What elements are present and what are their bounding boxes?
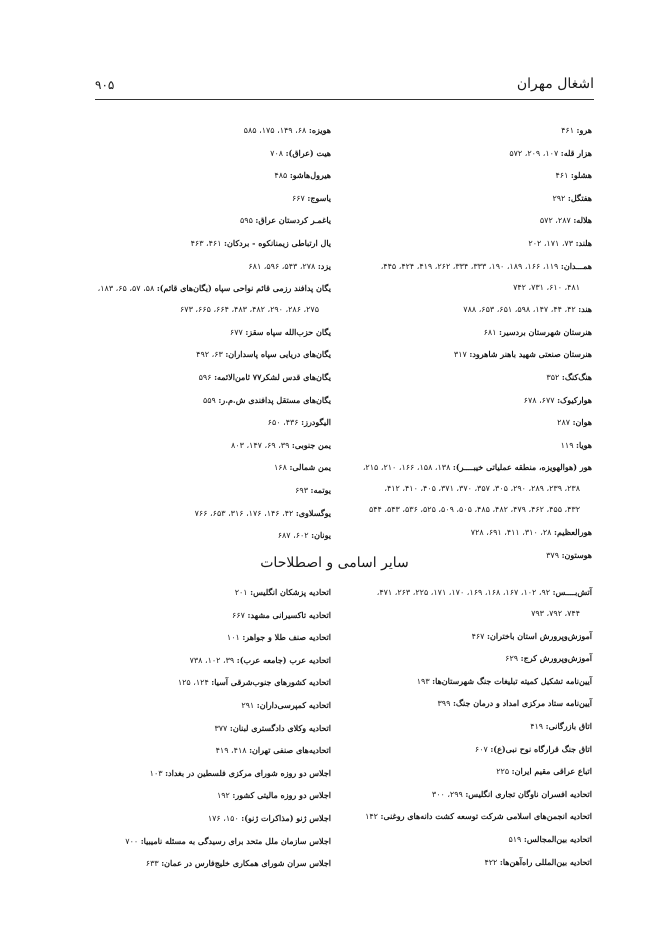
index-entry (101, 587, 331, 598)
index-pages: ۲۲۵ (496, 767, 510, 777)
index-term: هشلو: (570, 170, 592, 181)
index-term: هویزه: (308, 125, 331, 135)
index-pages: ۲۸۷، ۵۷۲ (539, 216, 571, 226)
index-entry (101, 238, 331, 249)
index-entry (101, 462, 331, 473)
index-entry (101, 723, 331, 734)
index-pages: ۷۰۸ (270, 148, 284, 158)
index-term: هند: (578, 304, 592, 315)
index-pages: ۶۹۳ (295, 485, 308, 495)
index-pages: ۱۲۴، ۱۲۵ (177, 678, 209, 688)
index-term: هنرستان صنعتی شهید باهنر شاهرود: (469, 349, 592, 360)
header-rule (95, 99, 594, 100)
index-pages: ۶۸۱ (483, 327, 497, 337)
index-term: اتحادیه پزشکان انگلیس: (250, 587, 331, 597)
index-pages-continued: ۲۳۸، ۲۳۹، ۲۸۹، ۲۹۰، ۳۰۵، ۳۵۷، ۳۷۰، ۳۷۱، ۴۰۵، ۴۱۰، ۴۱۲، (384, 484, 580, 494)
index-entry (101, 677, 331, 688)
index-pages: ۳۱۷ (453, 350, 467, 360)
page-number: ۹۰۵ (95, 78, 115, 92)
index-term: یوتمه: (310, 484, 331, 495)
index-term: یگان حزب‌الله سپاه سقز: (245, 326, 331, 337)
index-pages: ۱۴۲ (365, 812, 378, 822)
index-pages: ۱۹۳ (416, 676, 430, 686)
index-term: هوارکیوک: (557, 394, 592, 405)
index-term: اتاق بازرگانی: (545, 720, 592, 731)
index-entry (101, 813, 331, 824)
index-entry (101, 530, 331, 541)
index-pages: ۳۹، ۶۹، ۱۴۷، ۸۰۳ (231, 440, 290, 450)
index-column-left (97, 125, 331, 541)
index-pages: ۵۱۹ (508, 834, 522, 844)
index-pages: ۳۹۹ (437, 699, 451, 709)
index-entry (97, 283, 331, 315)
index-entry (101, 632, 331, 643)
index-pages: ۶۳۳ (145, 859, 159, 869)
index-term: یمن شمالی: (289, 462, 331, 473)
index-term: اجلاس سران شورای همکاری خلیج‌فارس در عمان: (161, 858, 331, 869)
index-pages: ۴۶۱ (561, 126, 574, 135)
index-pages: ۲۷۸، ۵۴۳، ۵۹۶، ۶۸۱ (248, 261, 316, 271)
index-pages-continued: ۴۸۱، ۶۱۰، ۷۳۱، ۷۴۲ (513, 282, 580, 292)
index-pages: ۱۹۲ (216, 791, 230, 801)
index-entry (101, 261, 331, 272)
index-term: اتحادیه انجمن‌های اسلامی شرکت توسعه کشت دانه‌های روغنی: (380, 811, 592, 822)
index-entry (101, 858, 331, 869)
index-term: اتحادیه کشورهای جنوب‌شرقی آسیا: (211, 677, 331, 688)
index-pages: ۶۶۷ (232, 610, 245, 620)
index-term: هوستون: (561, 549, 592, 560)
index-term: هلاله: (573, 215, 592, 226)
index-term: اتحادیه تاکسیرانی مشهد: (247, 609, 331, 620)
index-term: هفتگل: (567, 192, 592, 203)
index-term: آموزش‌وپرورش استان باختران: (487, 630, 592, 641)
index-entry (101, 349, 331, 360)
index-term: یگان پدافند رزمی قائم نواحی سپاه (یگان‌های قائم): (156, 283, 331, 294)
index-pages: ۲۹۱ (241, 700, 255, 710)
index-entry (101, 170, 331, 181)
index-pages: ۵۸، ۵۷، ۶۵، ۱۸۳، (97, 284, 155, 294)
index-pages-continued: ۲۷۵، ۲۸۶، ۲۹۰، ۴۸۲، ۴۸۳، ۶۶۴، ۶۶۵، ۶۷۳ (180, 305, 319, 315)
index-pages: ۶۷۷ (229, 327, 243, 337)
page-header (95, 76, 594, 96)
index-pages: ۴۳۶، ۶۵۰ (267, 418, 299, 428)
index-term: هنرستان شهرستان بردسیر: (499, 326, 592, 337)
index-term: یونان: (311, 530, 331, 541)
index-pages: ۳۵۲ (546, 372, 560, 382)
index-pages: ۱۱۹، ۱۶۶، ۱۸۹، ۱۹۰، ۳۳۳، ۳۳۴، ۲۶۲، ۴۱۹، ۴۲۴، ۴۴۵، (380, 261, 559, 271)
index-entry (101, 655, 331, 666)
index-pages: ۳۷۹ (546, 550, 560, 560)
index-term: اتاق جنگ قرارگاه نوح نبی(ع): (490, 743, 592, 754)
index-pages: ۴۱۹ (530, 721, 544, 731)
index-term: یال ارتباطی زیمنانکوه - بردکان: (224, 237, 331, 248)
index-pages: ۴۱۸، ۴۱۹ (215, 746, 247, 756)
index-pages: ۴۸۵ (274, 171, 288, 181)
index-term: اتحادیه صنف طلا و جواهر: (242, 632, 331, 643)
index-entry (101, 790, 331, 801)
index-pages: ۴۲، ۴۴، ۱۴۷، ۵۹۸، ۶۵۱، ۶۵۳، ۷۸۸ (463, 305, 576, 315)
index-term: هویا: (576, 439, 592, 450)
index-term: هور (هوالهویزه، منطقه عملیاتی خیبــــر): (452, 462, 592, 473)
index-term: اجلاس دو روزه ماليتی کشور: (232, 790, 331, 801)
index-term: هزار قله: (560, 147, 592, 158)
index-entry (101, 440, 331, 451)
index-entry (101, 372, 331, 383)
index-entry (101, 485, 331, 496)
index-term: اتحادیه بین‌المجالس: (523, 833, 592, 844)
index-entry (101, 327, 331, 338)
index-entry (101, 193, 331, 204)
index-term: یگان‌های قدس لشکر۷۷ ثامن‌الائمه: (214, 371, 331, 382)
index-term: آیین‌نامه تشکیل کمیته تبلیغات جنگ شهرستان‌ها: (432, 675, 592, 686)
index-pages: ۷۳، ۱۷۱، ۲۰۲ (528, 238, 574, 248)
index-entry (101, 395, 331, 406)
index-term: اتحادیه افسران ناوگان تجاری انگلیس: (465, 788, 592, 799)
index-pages-continued: ۷۴۴، ۷۹۲، ۷۹۳ (531, 609, 580, 618)
index-term: اتحادیه وکلای دادگستری لبنان: (229, 722, 331, 733)
index-entry (101, 745, 331, 756)
index-term: هلند: (575, 237, 592, 248)
index-term: هیت (عراق): (285, 147, 331, 158)
index-pages: ۱۰۷، ۲۰۹، ۵۷۲ (509, 148, 559, 158)
index-pages: ۶۸، ۱۴۹، ۱۷۵، ۵۸۵ (243, 126, 307, 135)
index-pages: ۲۰۱ (234, 588, 248, 597)
index-pages: ۱۰۳ (149, 768, 163, 778)
index-pages: ۲۸، ۳۱۰، ۴۱۱، ۶۹۱، ۷۲۸ (470, 527, 552, 537)
index-term: اجلاس ژنو (مذاکرات ژنو): (241, 812, 331, 823)
running-title: اشغال مهران (516, 76, 594, 92)
index-term: اجلاس سازمان ملل متحد برای رسیدگی به مسئله نامیبیا: (140, 835, 331, 846)
index-pages: ۲۹۲ (552, 193, 566, 203)
index-pages: ۴۶۱ (555, 171, 569, 181)
index-term: هورالعظیم: (554, 526, 592, 537)
index-term: اجلاس دو روزه شورای مرکزی فلسطین در بغداد: (165, 767, 331, 778)
index-pages: ۱۵۰، ۱۷۶ (207, 813, 239, 823)
index-pages: ۲۸۷ (557, 418, 571, 428)
index-term: هنگ‌کنگ: (561, 371, 592, 382)
index-pages: ۱۱۹ (560, 440, 574, 450)
index-term: هیرول‌هاشو: (289, 170, 331, 181)
index-entry (101, 768, 331, 779)
index-term: اتحادیه بین‌المللی راه‌آهن‌ها: (499, 856, 592, 867)
index-term: یاسوج: (307, 192, 331, 203)
index-pages: ۴۶۱، ۴۶۳ (190, 238, 222, 248)
index-entry (101, 417, 331, 428)
index-entry (101, 700, 331, 711)
index-pages: ۵۹۶ (198, 372, 212, 382)
index-pages: ۶۰۲، ۶۸۷ (277, 531, 309, 541)
index-pages: ۱۰۱ (226, 633, 240, 643)
index-entry (101, 610, 331, 621)
index-entry (101, 508, 331, 519)
index-pages: ۵۵۹ (202, 395, 216, 405)
index-pages: ۴۲، ۱۴۶، ۱۷۶، ۳۱۶، ۶۵۳، ۷۶۶ (194, 508, 294, 518)
index-term: یمن جنوبی: (291, 439, 331, 450)
index-term: یاغمـر کردستان عراق: (255, 215, 331, 226)
index-pages: ۶۷۷، ۶۷۸ (523, 395, 555, 405)
index-entry (101, 125, 331, 136)
index-entry (101, 215, 331, 226)
index-term: اتباع عراقی مقیم ایران: (511, 766, 592, 777)
index-term: آموزش‌وپرورش کرج: (520, 653, 592, 664)
index-term: یزد: (317, 260, 331, 271)
section-title: سایر اسامی و اصطلاحات (260, 555, 409, 571)
index-term: هرو: (576, 125, 592, 135)
index-pages: ۷۰۰ (125, 836, 139, 846)
index-term: هوان: (572, 417, 592, 428)
index-term: الیگودرز: (301, 417, 331, 428)
index-term: یگان‌های دریایی سپاه پاسداران: (225, 349, 331, 360)
section2-column-left (101, 587, 331, 869)
index-pages: ۴۶۷ (471, 631, 485, 641)
index-pages: ۶۶۷ (291, 193, 305, 203)
index-entry (101, 148, 331, 159)
index-pages: ۳۹، ۱۰۲، ۷۳۸ (189, 655, 235, 665)
index-term: آتش‌بــــس: (552, 587, 592, 597)
index-pages: ۹۲، ۱۰۲، ۱۶۷، ۱۶۸، ۱۶۹، ۱۷۰، ۱۷۱، ۲۲۵، ۲۶۳، ۴۷۱، (376, 588, 551, 597)
index-term: اتحادیه عرب (جامعه عرب): (236, 654, 331, 665)
index-pages: ۴۲۲ (484, 857, 498, 867)
index-term: یوگسلاوی: (295, 507, 331, 518)
index-pages: ۱۶۸ (274, 463, 287, 473)
index-pages: ۲۹۹، ۳۰۰ (431, 789, 463, 799)
index-pages: ۶۰۷ (474, 744, 488, 754)
index-pages: ۵۹۵ (239, 216, 253, 226)
index-pages: ۶۲۹ (505, 654, 519, 664)
index-term: اتحادیه‌های صنفی تهران: (249, 745, 331, 756)
index-term: آیین‌نامه ستاد مرکزی امداد و درمان جنگ: (452, 698, 592, 709)
index-term: اتحادیه کمپرسی‌داران: (256, 699, 331, 710)
index-term: یگان‌های مستقل پدافندی ش.م.ر: (218, 394, 331, 405)
index-pages: ۳۷۷ (214, 723, 228, 733)
index-entry (101, 836, 331, 847)
index-pages: ۱۳۸، ۱۵۸، ۱۶۶، ۲۱۰، ۲۱۵، (362, 463, 451, 473)
index-pages-continued: ۴۳۲، ۴۵۵، ۴۶۲، ۴۷۹، ۴۸۲، ۴۸۵، ۵۰۵، ۵۰۹، ۵۲۵، ۵۳۶، ۵۴۳، ۵۴۴ (368, 505, 580, 515)
index-pages: ۶۳، ۴۹۲ (196, 350, 223, 360)
index-term: همـــدان: (560, 260, 592, 271)
